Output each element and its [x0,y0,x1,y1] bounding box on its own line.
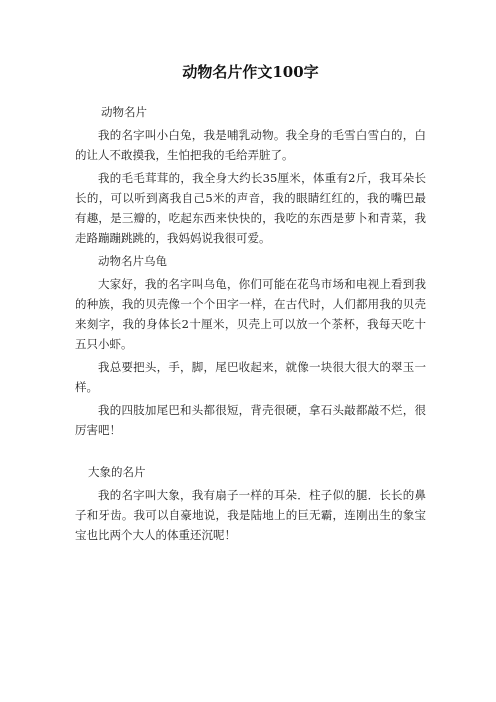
section-heading-rabbit: 动物名片 [101,105,147,119]
paragraph: 我总要把头，手，脚，尾巴收起来，就像一块很大很大的翠玉一样。 [75,360,426,394]
paragraph: 我的名字叫大象，我有扇子一样的耳朵．柱子似的腿．长长的鼻子和牙齿。我可以自豪地说，我是陆地上的巨无霸，连刚出生的象宝宝也比两个大人的体重还沉呢！ [75,488,426,542]
section-heading-elephant: 大象的名片 [88,465,146,479]
paragraph: 我的四肢加尾巴和头都很短，背壳很硬，拿石头敲都敲不烂，很厉害吧！ [75,403,426,437]
paragraph: 我的毛毛茸茸的，我全身大约长35厘米，体重有2斤，我耳朵长长的，可以听到离我自己5米的声音，我的眼睛红红的，我的嘴巴最有趣，是三瓣的，吃起东西来快快的，我吃的东西是萝卜和青菜，我走路蹦蹦跳跳的，我妈妈说我很可爱。 [75,171,426,245]
paragraph: 我的名字叫小白兔，我是哺乳动物。我全身的毛雪白雪白的，白的让人不敢摸我，生怕把我的毛给弄脏了。 [75,128,426,162]
section-heading-turtle: 动物名片乌龟 [98,254,167,268]
paragraph: 大家好，我的名字叫乌龟，你们可能在花鸟市场和电视上看到我的种族，我的贝壳像一个个田字一样，在古代时，人们都用我的贝壳来刻字，我的身体长2十厘米，贝壳上可以放一个茶杯，我每天吃十五只小虾。 [75,277,426,351]
document-title: 动物名片作文100字 [182,63,319,81]
